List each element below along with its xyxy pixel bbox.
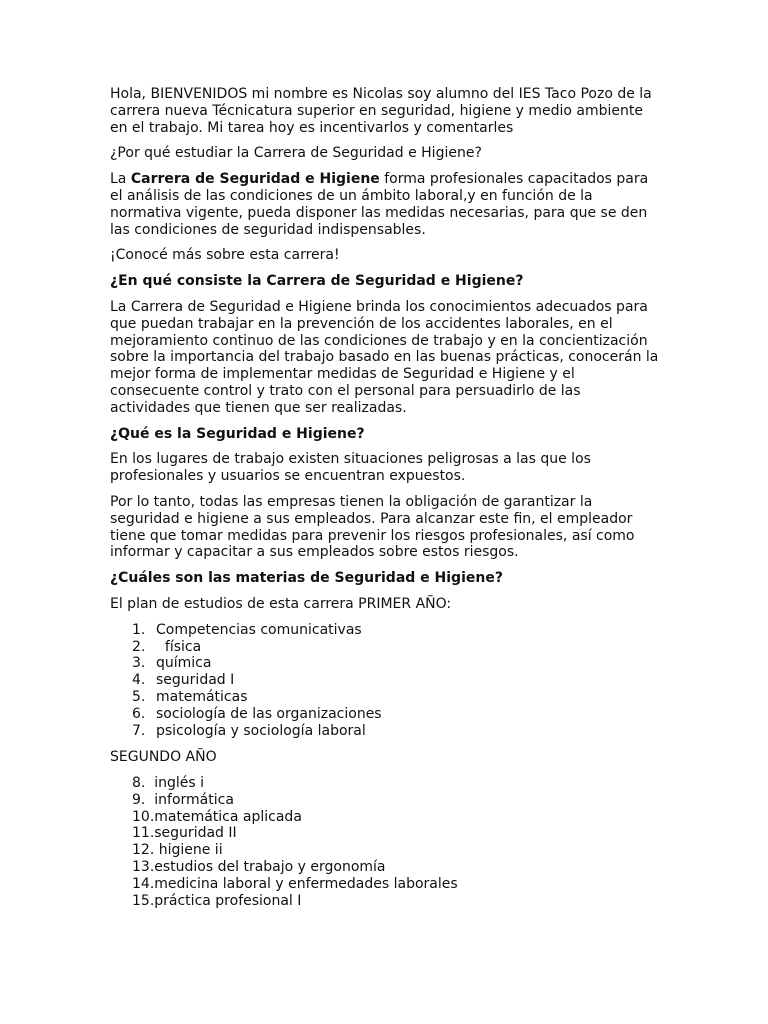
heading-what-consists: ¿En qué consiste la Carrera de Seguridad e Higiene?: [110, 273, 524, 290]
list-item: 15.práctica profesional I: [132, 892, 302, 909]
para-prefix: La: [110, 171, 131, 188]
workplace-paragraph: En los lugares de trabajo existen situaciones peligrosas a las que los profesionales y usuarios se encuentran expuestos.: [110, 451, 591, 485]
list-number: 6.: [132, 705, 146, 722]
list-text: química: [156, 655, 212, 672]
career-description-paragraph: [110, 171, 662, 238]
list-item: 13.estudios del trabajo y ergonomía: [132, 859, 386, 876]
list-item: 12. higiene ii: [132, 842, 223, 859]
list-item: [110, 706, 662, 723]
learn-more-text: ¡Conocé más sobre esta carrera!: [110, 247, 340, 264]
list-number: 7.: [132, 722, 146, 739]
list-item: [110, 639, 662, 656]
list-item: 9. informática: [132, 791, 234, 808]
list-item: 10.matemática aplicada: [132, 808, 302, 825]
list-item: [110, 723, 662, 740]
list-number: 3.: [132, 655, 146, 672]
question-why-study: ¿Por qué estudiar la Carrera de Seguridad e Higiene?: [110, 145, 482, 162]
list-text: Competencias comunicativas: [156, 621, 362, 638]
list-item: [110, 689, 662, 706]
list-number: 5.: [132, 688, 146, 705]
obligation-paragraph: Por lo tanto, todas las empresas tienen la obligación de garantizar la seguridad e higiene a sus empleados. Para alcanzar este fin, el empleador tiene que tomar medidas para prevenir los riesgos profesionales, así como informar y capacitar a sus empleados sobre estos riesgos.: [110, 493, 635, 561]
list-text: psicología y sociología laboral: [156, 722, 366, 739]
first-year-list: [110, 622, 662, 740]
career-name-bold: Carrera de Seguridad e Higiene: [130, 171, 380, 188]
consists-paragraph: La Carrera de Seguridad e Higiene brinda los conocimientos adecuados para que puedan trabajar en la prevención de los accidentes laborales, en el mejoramiento continuo de las condiciones de trabajo y en la concientización sobre la importancia del trabajo basado en las buenas prácticas, conocerán la mejor forma de implementar medidas de Seguridad e Higiene y el consecuente control y trato con el personal para persuadirlo de las actividades que tienen que ser realizadas.: [110, 298, 659, 416]
list-item: [110, 655, 662, 672]
list-item: 8. inglés i: [132, 775, 205, 792]
list-item: [110, 622, 662, 639]
second-year-label: SEGUNDO AÑO: [110, 749, 217, 766]
list-number: 2.: [132, 638, 146, 655]
study-plan-intro: El plan de estudios de esta carrera PRIMER AÑO:: [110, 595, 452, 612]
list-text: seguridad I: [156, 672, 235, 689]
second-year-list: [110, 775, 662, 909]
intro-paragraph: Hola, BIENVENIDOS mi nombre es Nicolas soy alumno del IES Taco Pozo de la carrera nueva Técnicatura superior en seguridad, higiene y medio ambiente en el trabajo. Mi tarea hoy es incentivarlos y comentarles: [110, 86, 652, 136]
list-item: [110, 672, 662, 689]
list-text: física: [156, 638, 202, 655]
para-rest: forma profesionales capacitados para el análisis de las condiciones de un ámbito laboral,y en función de la normativa vigente, pueda disponer las medidas necesarias, para que se den las condiciones de seguridad indispensables.: [110, 171, 649, 238]
document-page: [110, 86, 662, 919]
heading-what-is: ¿Qué es la Seguridad e Higiene?: [110, 425, 365, 442]
list-number: 4.: [132, 672, 146, 689]
heading-subjects: ¿Cuáles son las materias de Seguridad e Higiene?: [110, 570, 503, 587]
list-number: 1.: [132, 621, 146, 638]
list-item: 14.medicina laboral y enfermedades laborales: [132, 875, 458, 892]
list-item: 11.seguridad II: [132, 825, 237, 842]
list-text: sociología de las organizaciones: [156, 705, 382, 722]
list-text: matemáticas: [156, 688, 248, 705]
